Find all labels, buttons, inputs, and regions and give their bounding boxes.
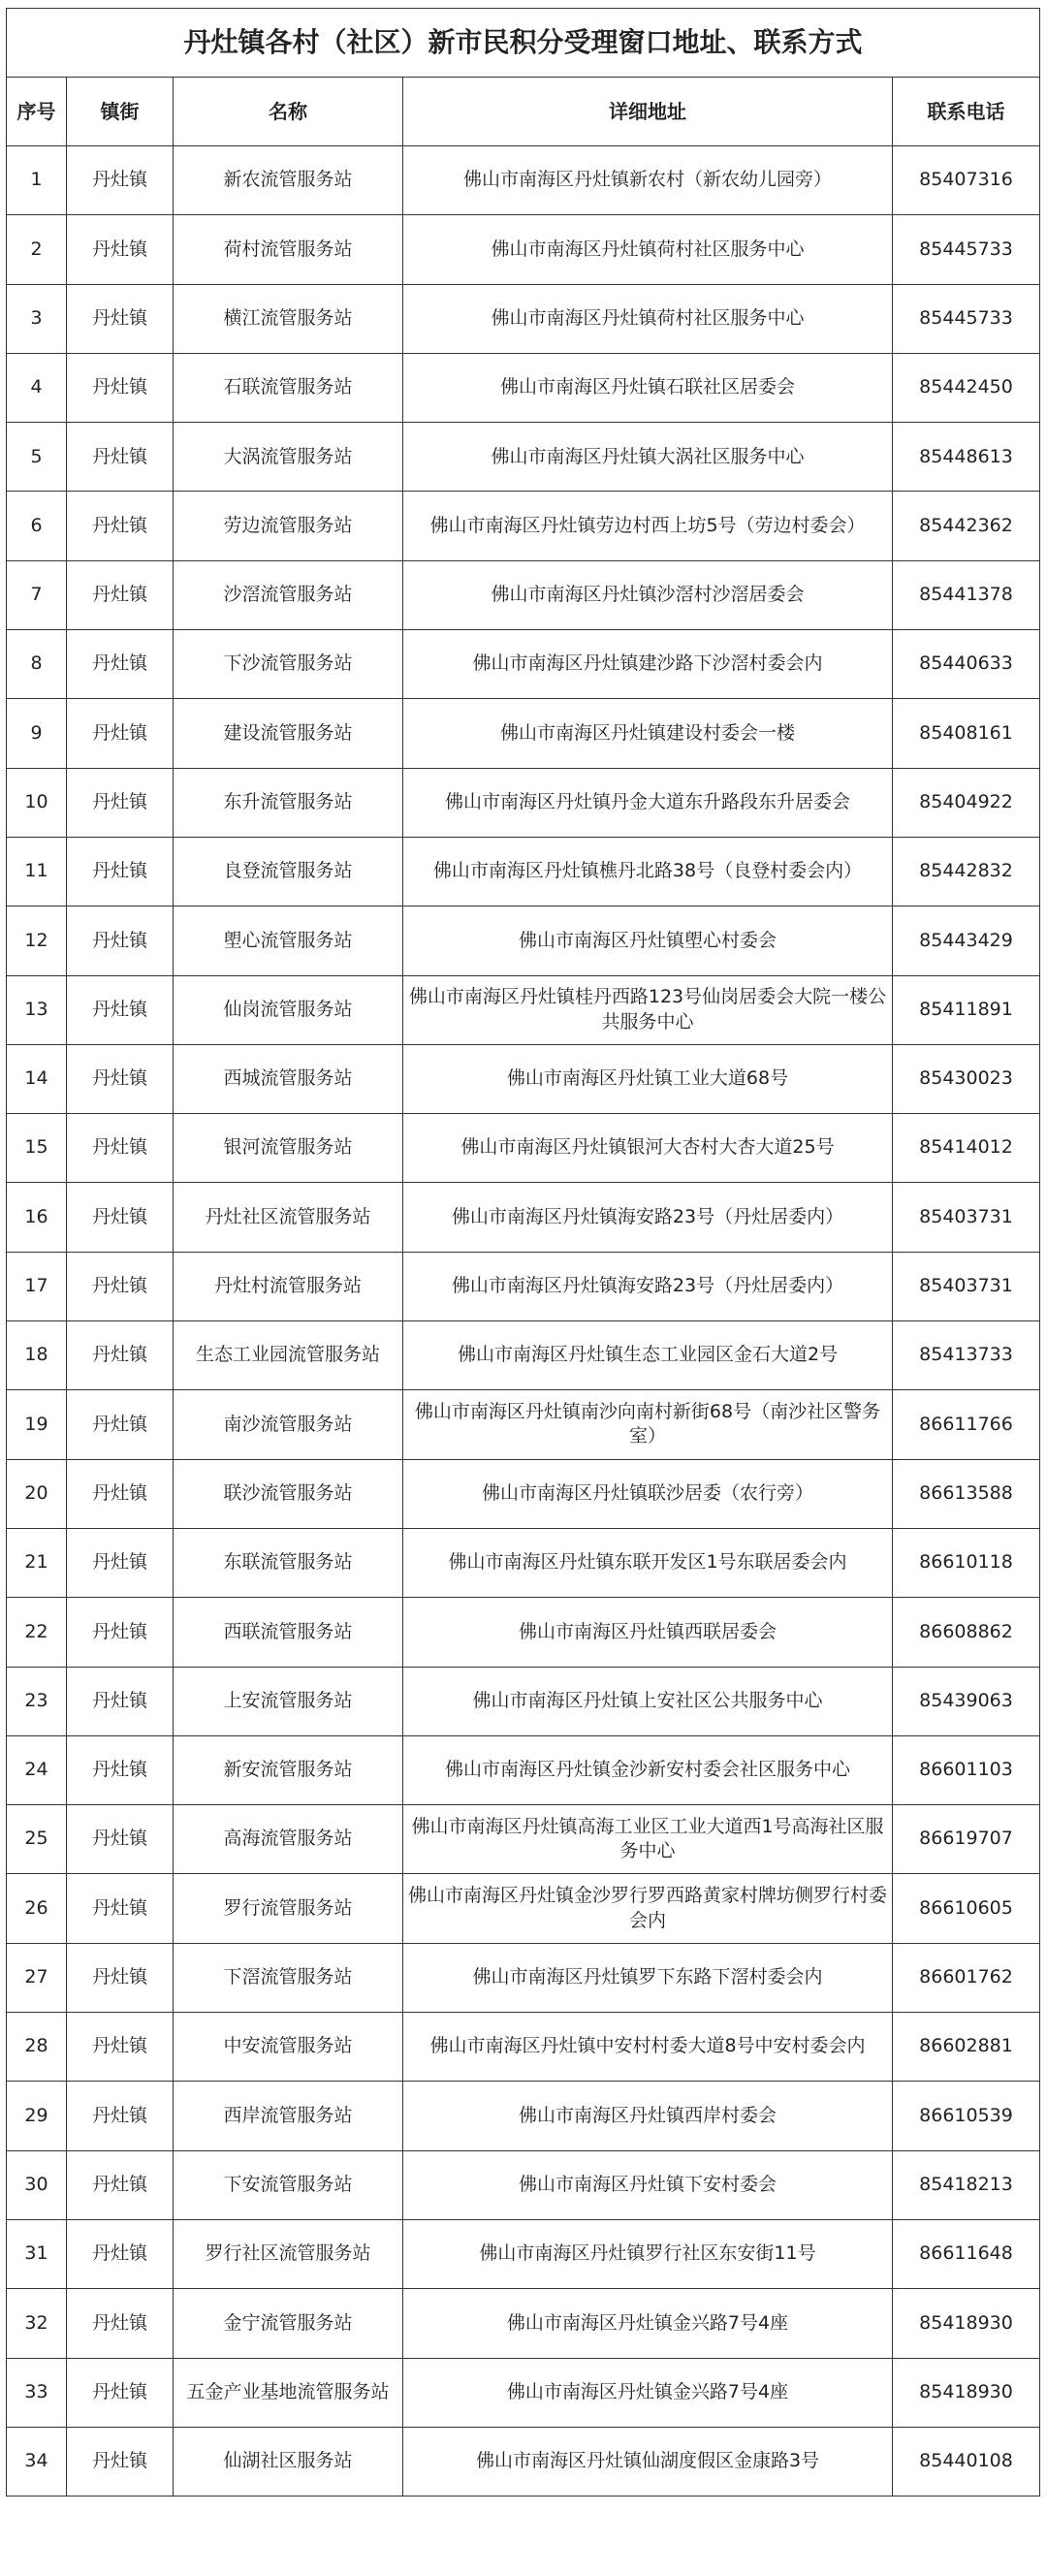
serial-number-cell: 13	[7, 975, 67, 1044]
town-cell: 丹灶镇	[67, 837, 174, 906]
station-name-cell: 新安流管服务站	[174, 1735, 403, 1804]
phone-cell: 86613588	[893, 1459, 1040, 1528]
address-cell: 佛山市南海区丹灶镇西联居委会	[403, 1598, 893, 1667]
table-row	[7, 1044, 1040, 1113]
town-cell: 丹灶镇	[67, 353, 174, 422]
station-name-cell: 罗行社区流管服务站	[174, 2219, 403, 2288]
phone-cell: 85440108	[893, 2427, 1040, 2496]
address-cell: 佛山市南海区丹灶镇海安路23号（丹灶居委内）	[403, 1183, 893, 1252]
serial-number-cell: 3	[7, 284, 67, 353]
table-row	[7, 1874, 1040, 1943]
station-name-cell: 劳边流管服务站	[174, 492, 403, 560]
town-cell: 丹灶镇	[67, 492, 174, 560]
town-cell: 丹灶镇	[67, 1528, 174, 1597]
table-row	[7, 1183, 1040, 1252]
station-name-cell: 建设流管服务站	[174, 699, 403, 768]
address-cell: 佛山市南海区丹灶镇东联开发区1号东联居委会内	[403, 1528, 893, 1597]
phone-cell: 85445733	[893, 215, 1040, 284]
table-row	[7, 2427, 1040, 2496]
serial-number-cell: 23	[7, 1667, 67, 1735]
header-row	[7, 78, 1040, 146]
serial-number-cell: 30	[7, 2150, 67, 2219]
address-cell: 佛山市南海区丹灶镇金沙罗行罗西路黄家村牌坊侧罗行村委会内	[403, 1874, 893, 1943]
phone-cell: 85414012	[893, 1114, 1040, 1183]
serial-number-cell: 34	[7, 2427, 67, 2496]
address-cell: 佛山市南海区丹灶镇海安路23号（丹灶居委内）	[403, 1252, 893, 1320]
serial-number-cell: 24	[7, 1735, 67, 1804]
station-name-cell: 仙湖社区服务站	[174, 2427, 403, 2496]
table-row	[7, 1667, 1040, 1735]
station-name-cell: 东联流管服务站	[174, 1528, 403, 1597]
town-cell: 丹灶镇	[67, 699, 174, 768]
address-cell: 佛山市南海区丹灶镇荷村社区服务中心	[403, 215, 893, 284]
station-name-cell: 丹灶村流管服务站	[174, 1252, 403, 1320]
table-row	[7, 2289, 1040, 2358]
phone-cell: 85408161	[893, 699, 1040, 768]
header-phone: 联系电话	[893, 78, 1040, 146]
station-name-cell: 良登流管服务站	[174, 837, 403, 906]
table-row	[7, 1252, 1040, 1320]
address-cell: 佛山市南海区丹灶镇石联社区居委会	[403, 353, 893, 422]
phone-cell: 86610605	[893, 1874, 1040, 1943]
serial-number-cell: 7	[7, 560, 67, 629]
phone-cell: 85403731	[893, 1183, 1040, 1252]
serial-number-cell: 19	[7, 1390, 67, 1459]
phone-cell: 86601762	[893, 1943, 1040, 2012]
station-name-cell: 新农流管服务站	[174, 146, 403, 215]
serial-number-cell: 16	[7, 1183, 67, 1252]
address-cell: 佛山市南海区丹灶镇西岸村委会	[403, 2082, 893, 2150]
table-row	[7, 353, 1040, 422]
phone-cell: 85442832	[893, 837, 1040, 906]
phone-cell: 85418213	[893, 2150, 1040, 2219]
town-cell: 丹灶镇	[67, 630, 174, 699]
table-body	[7, 146, 1040, 2496]
town-cell: 丹灶镇	[67, 560, 174, 629]
station-name-cell: 丹灶社区流管服务站	[174, 1183, 403, 1252]
station-name-cell: 下沙流管服务站	[174, 630, 403, 699]
table-row	[7, 2358, 1040, 2427]
town-cell: 丹灶镇	[67, 2150, 174, 2219]
address-cell: 佛山市南海区丹灶镇新农村（新农幼儿园旁）	[403, 146, 893, 215]
phone-cell: 86611648	[893, 2219, 1040, 2288]
town-cell: 丹灶镇	[67, 1183, 174, 1252]
points-window-table	[6, 8, 1040, 2496]
table-row	[7, 284, 1040, 353]
header-town: 镇街	[67, 78, 174, 146]
station-name-cell: 南沙流管服务站	[174, 1390, 403, 1459]
town-cell: 丹灶镇	[67, 1321, 174, 1390]
address-cell: 佛山市南海区丹灶镇仙湖度假区金康路3号	[403, 2427, 893, 2496]
serial-number-cell: 11	[7, 837, 67, 906]
phone-cell: 85418930	[893, 2358, 1040, 2427]
serial-number-cell: 25	[7, 1805, 67, 1874]
station-name-cell: 荷村流管服务站	[174, 215, 403, 284]
address-cell: 佛山市南海区丹灶镇南沙向南村新街68号（南沙社区警务室）	[403, 1390, 893, 1459]
serial-number-cell: 31	[7, 2219, 67, 2288]
phone-cell: 85448613	[893, 423, 1040, 492]
town-cell: 丹灶镇	[67, 2358, 174, 2427]
town-cell: 丹灶镇	[67, 2219, 174, 2288]
table-row	[7, 1528, 1040, 1597]
phone-cell: 85441378	[893, 560, 1040, 629]
serial-number-cell: 4	[7, 353, 67, 422]
station-name-cell: 五金产业基地流管服务站	[174, 2358, 403, 2427]
station-name-cell: 金宁流管服务站	[174, 2289, 403, 2358]
town-cell: 丹灶镇	[67, 1598, 174, 1667]
station-name-cell: 联沙流管服务站	[174, 1459, 403, 1528]
station-name-cell: 下安流管服务站	[174, 2150, 403, 2219]
phone-cell: 85442362	[893, 492, 1040, 560]
address-cell: 佛山市南海区丹灶镇银河大杏村大杏大道25号	[403, 1114, 893, 1183]
station-name-cell: 仙岗流管服务站	[174, 975, 403, 1044]
address-cell: 佛山市南海区丹灶镇高海工业区工业大道西1号高海社区服务中心	[403, 1805, 893, 1874]
town-cell: 丹灶镇	[67, 1667, 174, 1735]
station-name-cell: 东升流管服务站	[174, 768, 403, 837]
serial-number-cell: 15	[7, 1114, 67, 1183]
table-row	[7, 2150, 1040, 2219]
address-cell: 佛山市南海区丹灶镇工业大道68号	[403, 1044, 893, 1113]
phone-cell: 85411891	[893, 975, 1040, 1044]
town-cell: 丹灶镇	[67, 1874, 174, 1943]
serial-number-cell: 22	[7, 1598, 67, 1667]
phone-cell: 86619707	[893, 1805, 1040, 1874]
address-cell: 佛山市南海区丹灶镇建沙路下沙滘村委会内	[403, 630, 893, 699]
serial-number-cell: 32	[7, 2289, 67, 2358]
town-cell: 丹灶镇	[67, 146, 174, 215]
station-name-cell: 西城流管服务站	[174, 1044, 403, 1113]
address-cell: 佛山市南海区丹灶镇建设村委会一楼	[403, 699, 893, 768]
serial-number-cell: 26	[7, 1874, 67, 1943]
serial-number-cell: 28	[7, 2013, 67, 2082]
phone-cell: 86610118	[893, 1528, 1040, 1597]
station-name-cell: 上安流管服务站	[174, 1667, 403, 1735]
table-row	[7, 1390, 1040, 1459]
address-cell: 佛山市南海区丹灶镇生态工业园区金石大道2号	[403, 1321, 893, 1390]
town-cell: 丹灶镇	[67, 1044, 174, 1113]
town-cell: 丹灶镇	[67, 1390, 174, 1459]
station-name-cell: 生态工业园流管服务站	[174, 1321, 403, 1390]
town-cell: 丹灶镇	[67, 2289, 174, 2358]
station-name-cell: 罗行流管服务站	[174, 1874, 403, 1943]
station-name-cell: 横江流管服务站	[174, 284, 403, 353]
town-cell: 丹灶镇	[67, 215, 174, 284]
phone-cell: 86611766	[893, 1390, 1040, 1459]
town-cell: 丹灶镇	[67, 1735, 174, 1804]
serial-number-cell: 29	[7, 2082, 67, 2150]
serial-number-cell: 17	[7, 1252, 67, 1320]
serial-number-cell: 5	[7, 423, 67, 492]
serial-number-cell: 10	[7, 768, 67, 837]
table-row	[7, 2013, 1040, 2082]
table-row	[7, 492, 1040, 560]
phone-cell: 85443429	[893, 906, 1040, 975]
phone-cell: 85404922	[893, 768, 1040, 837]
phone-cell: 85407316	[893, 146, 1040, 215]
station-name-cell: 中安流管服务站	[174, 2013, 403, 2082]
address-cell: 佛山市南海区丹灶镇劳边村西上坊5号（劳边村委会）	[403, 492, 893, 560]
table-row	[7, 975, 1040, 1044]
phone-cell: 86608862	[893, 1598, 1040, 1667]
town-cell: 丹灶镇	[67, 1252, 174, 1320]
table-title: 丹灶镇各村（社区）新市民积分受理窗口地址、联系方式	[7, 9, 1040, 78]
address-cell: 佛山市南海区丹灶镇沙滘村沙滘居委会	[403, 560, 893, 629]
address-cell: 佛山市南海区丹灶镇罗下东路下滘村委会内	[403, 1943, 893, 2012]
table-row	[7, 906, 1040, 975]
serial-number-cell: 27	[7, 1943, 67, 2012]
town-cell: 丹灶镇	[67, 1805, 174, 1874]
table-row	[7, 1805, 1040, 1874]
table-row	[7, 215, 1040, 284]
station-name-cell: 下滘流管服务站	[174, 1943, 403, 2012]
table-row	[7, 1459, 1040, 1528]
town-cell: 丹灶镇	[67, 1459, 174, 1528]
serial-number-cell: 12	[7, 906, 67, 975]
table-row	[7, 699, 1040, 768]
address-cell: 佛山市南海区丹灶镇塱心村委会	[403, 906, 893, 975]
serial-number-cell: 9	[7, 699, 67, 768]
address-cell: 佛山市南海区丹灶镇樵丹北路38号（良登村委会内）	[403, 837, 893, 906]
table-row	[7, 1598, 1040, 1667]
station-name-cell: 西联流管服务站	[174, 1598, 403, 1667]
town-cell: 丹灶镇	[67, 423, 174, 492]
phone-cell: 85403731	[893, 1252, 1040, 1320]
header-name: 名称	[174, 78, 403, 146]
address-cell: 佛山市南海区丹灶镇金兴路7号4座	[403, 2289, 893, 2358]
serial-number-cell: 21	[7, 1528, 67, 1597]
town-cell: 丹灶镇	[67, 1943, 174, 2012]
table-row	[7, 2219, 1040, 2288]
address-cell: 佛山市南海区丹灶镇上安社区公共服务中心	[403, 1667, 893, 1735]
table-row	[7, 1114, 1040, 1183]
serial-number-cell: 20	[7, 1459, 67, 1528]
phone-cell: 85442450	[893, 353, 1040, 422]
table-row	[7, 768, 1040, 837]
address-cell: 佛山市南海区丹灶镇下安村委会	[403, 2150, 893, 2219]
serial-number-cell: 6	[7, 492, 67, 560]
station-name-cell: 沙滘流管服务站	[174, 560, 403, 629]
station-name-cell: 高海流管服务站	[174, 1805, 403, 1874]
town-cell: 丹灶镇	[67, 2427, 174, 2496]
town-cell: 丹灶镇	[67, 768, 174, 837]
table-row	[7, 2082, 1040, 2150]
town-cell: 丹灶镇	[67, 2013, 174, 2082]
serial-number-cell: 33	[7, 2358, 67, 2427]
phone-cell: 86610539	[893, 2082, 1040, 2150]
address-cell: 佛山市南海区丹灶镇大涡社区服务中心	[403, 423, 893, 492]
phone-cell: 85430023	[893, 1044, 1040, 1113]
header-serial-number: 序号	[7, 78, 67, 146]
phone-cell: 86601103	[893, 1735, 1040, 1804]
town-cell: 丹灶镇	[67, 1114, 174, 1183]
town-cell: 丹灶镇	[67, 2082, 174, 2150]
town-cell: 丹灶镇	[67, 906, 174, 975]
table-row	[7, 423, 1040, 492]
address-cell: 佛山市南海区丹灶镇罗行社区东安街11号	[403, 2219, 893, 2288]
address-cell: 佛山市南海区丹灶镇丹金大道东升路段东升居委会	[403, 768, 893, 837]
serial-number-cell: 8	[7, 630, 67, 699]
table-row	[7, 1943, 1040, 2012]
address-cell: 佛山市南海区丹灶镇桂丹西路123号仙岗居委会大院一楼公共服务中心	[403, 975, 893, 1044]
table-row	[7, 146, 1040, 215]
serial-number-cell: 14	[7, 1044, 67, 1113]
table-row	[7, 1735, 1040, 1804]
serial-number-cell: 18	[7, 1321, 67, 1390]
station-name-cell: 西岸流管服务站	[174, 2082, 403, 2150]
points-window-table-sheet	[6, 8, 1039, 2496]
table-row	[7, 1321, 1040, 1390]
address-cell: 佛山市南海区丹灶镇中安村村委大道8号中安村委会内	[403, 2013, 893, 2082]
phone-cell: 85440633	[893, 630, 1040, 699]
table-row	[7, 630, 1040, 699]
title-row	[7, 9, 1040, 78]
phone-cell: 85418930	[893, 2289, 1040, 2358]
serial-number-cell: 2	[7, 215, 67, 284]
station-name-cell: 塱心流管服务站	[174, 906, 403, 975]
address-cell: 佛山市南海区丹灶镇金兴路7号4座	[403, 2358, 893, 2427]
address-cell: 佛山市南海区丹灶镇金沙新安村委会社区服务中心	[403, 1735, 893, 1804]
table-row	[7, 837, 1040, 906]
town-cell: 丹灶镇	[67, 284, 174, 353]
station-name-cell: 石联流管服务站	[174, 353, 403, 422]
serial-number-cell: 1	[7, 146, 67, 215]
phone-cell: 85413733	[893, 1321, 1040, 1390]
header-address: 详细地址	[403, 78, 893, 146]
phone-cell: 85445733	[893, 284, 1040, 353]
station-name-cell: 大涡流管服务站	[174, 423, 403, 492]
station-name-cell: 银河流管服务站	[174, 1114, 403, 1183]
address-cell: 佛山市南海区丹灶镇联沙居委（农行旁）	[403, 1459, 893, 1528]
phone-cell: 85439063	[893, 1667, 1040, 1735]
town-cell: 丹灶镇	[67, 975, 174, 1044]
address-cell: 佛山市南海区丹灶镇荷村社区服务中心	[403, 284, 893, 353]
table-row	[7, 560, 1040, 629]
phone-cell: 86602881	[893, 2013, 1040, 2082]
